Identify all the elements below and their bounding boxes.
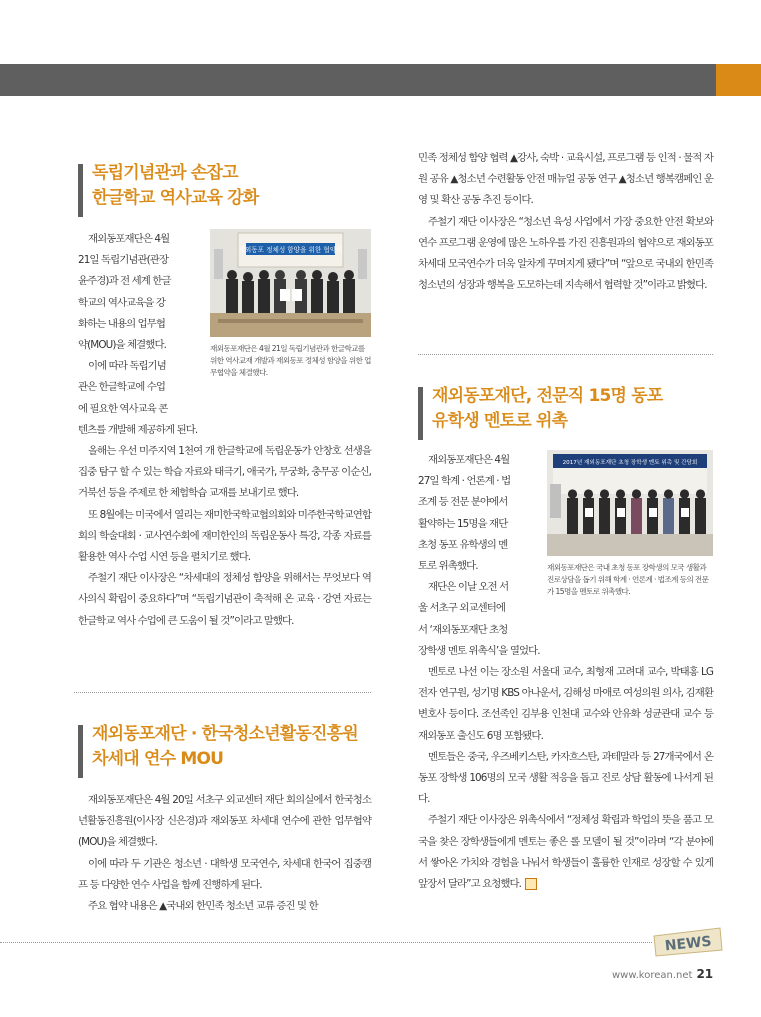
- heading-line-1: 독립기념관과 손잡고: [92, 163, 238, 183]
- paragraph: 이에 따라 두 기관은 청소년 · 대학생 모국연수, 차세대 한국어 집중캠프 등 다양한 연수 사업을 함께 진행하게 된다.: [78, 857, 371, 891]
- article-mentors: [418, 384, 713, 434]
- article-continuation: [418, 148, 713, 296]
- article-mentors-body: [418, 450, 713, 895]
- heading-line-2: 한글학교 역사교육 강화: [92, 188, 259, 208]
- header-accent-block: [716, 64, 761, 96]
- paragraph: 또 8월에는 미국에서 열리는 재미한국학교협의회와 미주한국학교연합회의 학술대회 · 교사연수회에 재미한인의 독립운동사 특강, 각종 자료를 활용한 역사 수업 시연 등을 펼치기로 했다.: [78, 508, 371, 564]
- article-independence-hall-body: [78, 229, 371, 632]
- wrap-line: 재외동포재단은 4월: [88, 233, 170, 245]
- article-youth-activity-mou-body: [78, 790, 371, 917]
- site-url: www.korean.net: [612, 970, 693, 981]
- article-youth-activity-mou: [78, 722, 371, 772]
- wrap-line: 재외동포재단은 4월: [428, 454, 510, 466]
- heading-line-2: 차세대 연수 MOU: [92, 749, 224, 769]
- article-independence-hall: [78, 161, 371, 211]
- paragraph: 주철기 재단 이사장은 “차세대의 정체성 함양을 위해서는 무엇보다 역사의식 확립이 중요하다”며 “독립기념관이 축적해 온 교육 · 강연 자료는 한글학교 역사 수업에 큰 도움이 될 것”이라고 말했다.: [78, 572, 371, 627]
- paragraph: 장학생 멘토 위촉식’을 열었다.: [418, 644, 540, 657]
- wrap-line: 21일 독립기념관(관장: [78, 254, 169, 267]
- news-logo-text: NEWS: [664, 933, 713, 955]
- footer-url: [612, 967, 713, 981]
- header-bar: [0, 64, 716, 96]
- page-number: 21: [696, 967, 714, 981]
- mou-ceremony-illustration: [210, 229, 371, 337]
- paragraph: [418, 810, 713, 895]
- mentor-ceremony-illustration: [547, 450, 713, 556]
- photo-figure: [210, 229, 371, 379]
- paragraph: 재외동포재단은 4월 20일 서초구 외교센터 재단 회의실에서 한국청소년활동진흥원(이사장 신은경)과 재외동포 차세대 연수에 관한 업무협약(MOU)을 체결했다.: [78, 794, 371, 849]
- paragraph: 민족 정체성 함양 협력 ▲강사, 숙박 · 교육시설, 프로그램 등 인적 · 물적 자원 공유 ▲청소년 수련활동 안전 매뉴얼 공동 연구 ▲청소년 행복캠페인 운영 및 확산 공동 추진 등이다.: [418, 152, 713, 207]
- wrap-line: 에 필요한 역사교육 콘: [78, 402, 168, 415]
- wrap-line: 서 ‘재외동포재단 초청: [418, 623, 508, 636]
- paragraph: 올해는 우선 미주지역 1천여 개 한글학교에 독립운동가 안창호 선생을 집중 탐구 할 수 있는 학습 자료와 태극기, 애국가, 무궁화, 충무공 이순신, 거북선 등을 주제로 한 체험학습 교재를 보내기로 했다.: [78, 445, 371, 500]
- wrap-line: 윤주경)과 전 세계 한글: [78, 275, 171, 288]
- photo-banner-text: 2017년 재외동포재단 초청 장학생 멘토 위촉 및 간담회: [562, 460, 698, 466]
- mou-ceremony-photo: [210, 229, 371, 337]
- paragraph: 주철기 재단 이사장은 “청소년 육성 사업에서 가장 중요한 안전 확보와 연수 프로그램 운영에 많은 노하우를 가진 진흥원과의 협약으로 재외동포 차세대 모국연수가 더욱 알차게 꾸며지게 됐다”며 “앞으로 국내외 한민족 청소년의 성장과 행복을 도모하는데 지속해서 협력할 것”이라고 밝혔다.: [418, 215, 713, 292]
- wrap-line: 초청 동포 유학생의 멘: [418, 538, 508, 551]
- section-divider: [74, 692, 371, 693]
- wrap-line: 학교의 역사교육을 강: [78, 296, 166, 309]
- article-end-icon: [525, 878, 537, 890]
- wrap-line: 관은 한글학교에 수업: [78, 381, 166, 394]
- article-heading: [78, 161, 371, 211]
- wrap-line: 화하는 내용의 업무협: [78, 317, 166, 330]
- wrap-line: 조계 등 전문 분야에서: [418, 496, 508, 509]
- wrap-line: 재단은 이날 오전 서: [428, 581, 509, 594]
- article-heading: [418, 384, 713, 434]
- wrap-line: 이에 따라 독립기념: [88, 360, 166, 373]
- paragraph: 주요 협약 내용은 ▲국내외 한민족 청소년 교류 증진 및 한: [88, 900, 318, 913]
- heading-line-2: 유학생 멘토로 위촉: [432, 411, 568, 431]
- photo-caption: 재외동포재단은 국내 초청 동포 장학생의 모국 생활과 진로상담을 돕기 위해 학계 · 언론계 · 법조계 등의 전문가 15명을 멘토로 위촉했다.: [547, 563, 709, 596]
- paragraph-text: 주철기 재단 이사장은 위촉식에서 “정체성 확립과 학업의 뜻을 품고 모국을 찾은 장학생들에게 멘토는 좋은 롤 모델이 될 것”이라며 “각 분야에서 쌓아온 가치와 경험을 나눠서 학생들이 훌륭한 인재로 성장할 수 있게 앞장서 달라”고 요청했다.: [418, 814, 713, 891]
- paragraph: 멘토들은 중국, 우즈베키스탄, 카자흐스탄, 과테말라 등 27개국에서 온 동포 장학생 106명의 모국 생활 적응을 돕고 진로 상담 활동에 나서게 된다.: [418, 750, 713, 806]
- news-logo-icon: [652, 924, 724, 958]
- section-divider: [418, 354, 713, 355]
- heading-line-1: 재외동포재단, 전문직 15명 동포: [432, 386, 663, 406]
- photo-figure: [547, 450, 713, 598]
- photo-caption: 재외동포재단은 4월 21일 독립기념관과 한글학교를 위한 역사교재 개발과 재외동포 정체성 함양을 위한 업무협약을 체결했다.: [210, 344, 371, 377]
- article-heading: [78, 722, 371, 772]
- wrap-line: 약(MOU)을 체결했다.: [78, 339, 166, 352]
- mentor-ceremony-photo: [547, 450, 713, 556]
- heading-line-1: 재외동포재단 · 한국청소년활동진흥원: [92, 724, 358, 744]
- wrap-line: 활약하는 15명을 재단: [418, 517, 508, 530]
- paragraph: 텐츠를 개발해 제공하게 된다.: [78, 423, 198, 436]
- photo-banner-text: 재외동포 정체성 함양을 위한 협약식: [238, 246, 343, 254]
- wrap-line: 울 서초구 외교센터에: [418, 602, 506, 615]
- paragraph: 멘토로 나선 이는 장소원 서울대 교수, 최형재 고려대 교수, 박태홍 LG전자 연구원, 성기명 KBS 아나운서, 김해성 마애로 여성의원 의사, 김재환 변호사 등이다. 조선족인 김부용 인천대 교수와 안유화 성균관대 교수 등 재외동포 출신도 6명 포함됐다.: [418, 666, 713, 742]
- news-logo: [652, 924, 724, 962]
- wrap-line: 토로 위촉했다.: [418, 560, 478, 573]
- footer-divider: [0, 942, 652, 943]
- wrap-line: 27일 학계 · 언론계 · 법: [418, 475, 511, 488]
